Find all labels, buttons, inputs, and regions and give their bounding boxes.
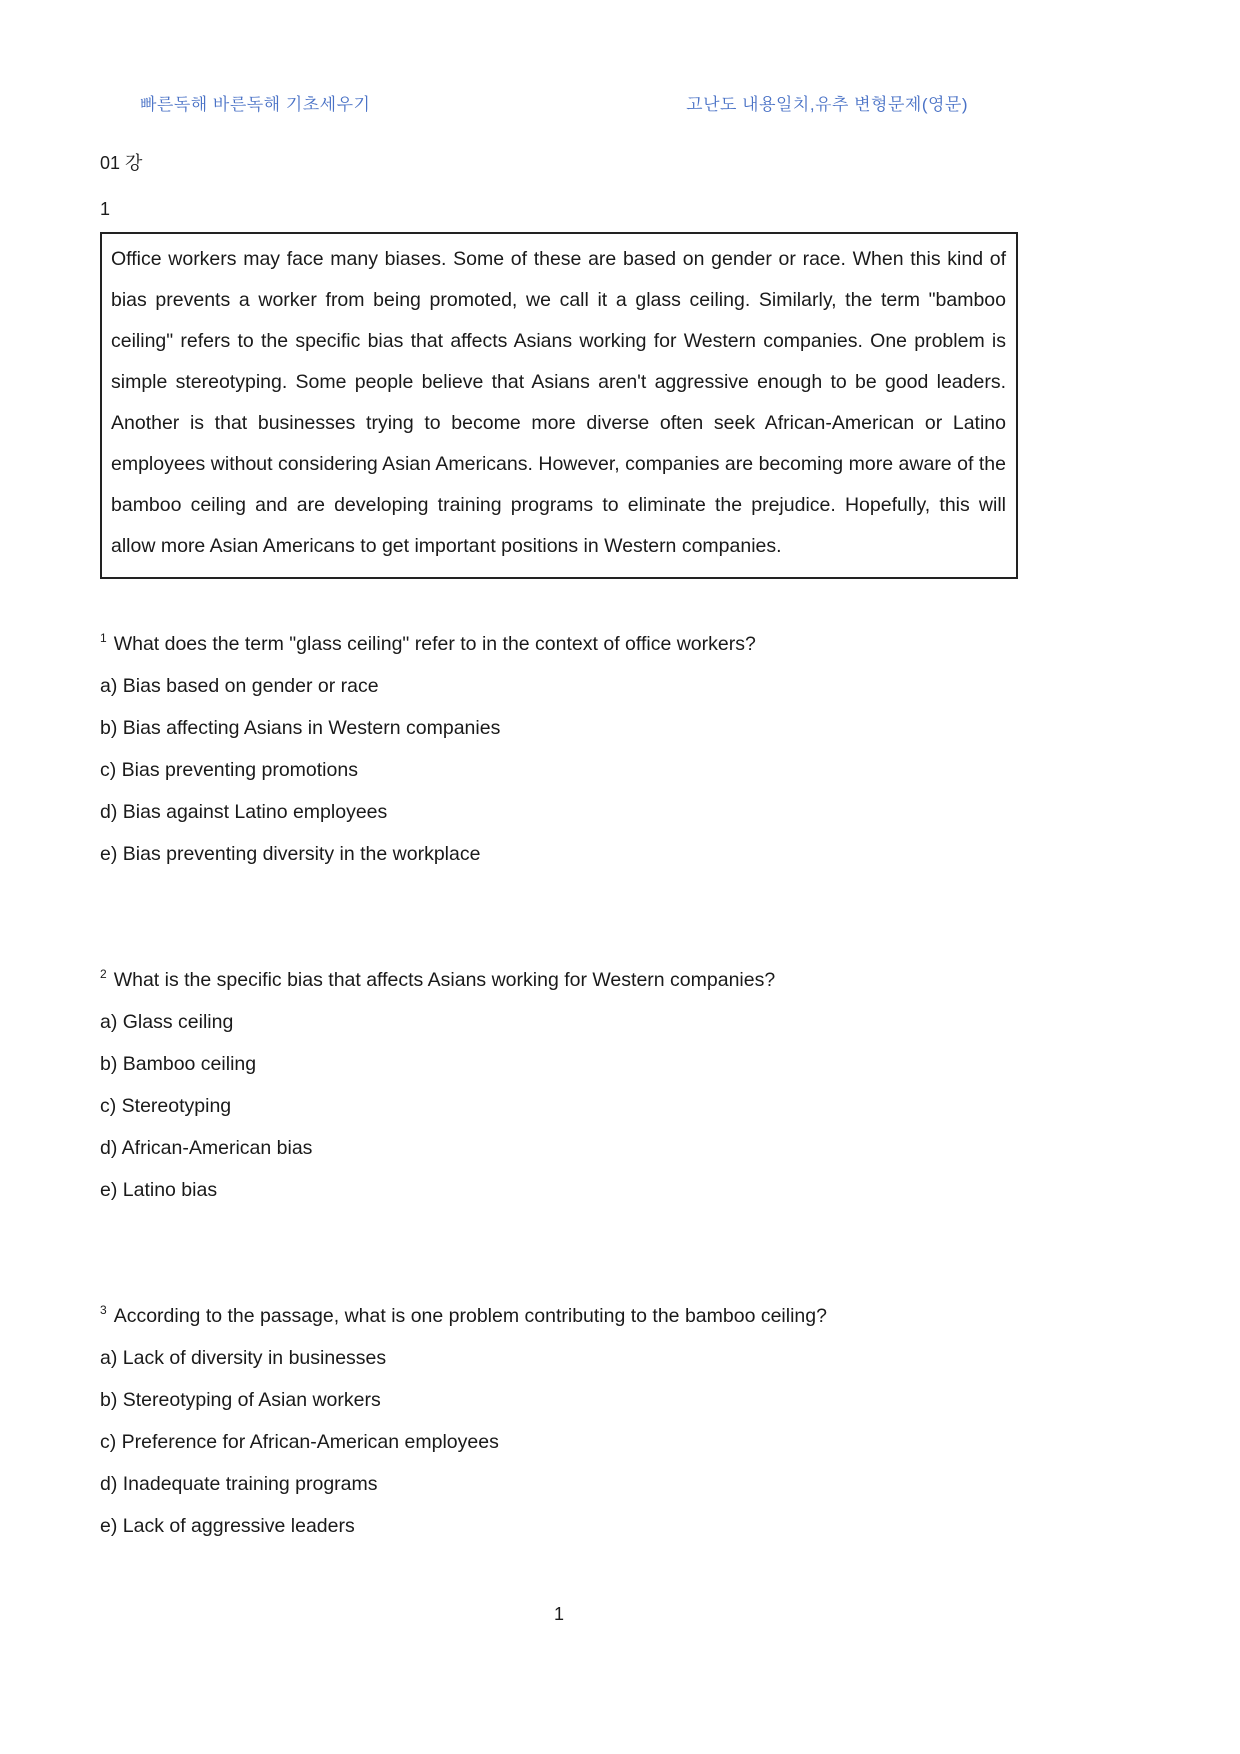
header-left-title: 빠른독해 바른독해 기초세우기 bbox=[140, 95, 371, 114]
passage-text: Office workers may face many biases. Some of these are based on gender or race. When this kind of bias prevents a worker from being promoted, we call it a glass ceiling. Similarly, the term "bamboo ceiling" refers to the specific bias that affects Asians working for Western companies. One problem is simple stereotyping. Some people believe that Asians aren't aggressive enough to be good leaders. Another is that businesses trying to become more diverse often seek African-American or Latino employees without considering Asian Americans. However, companies are becoming more aware of the bamboo ceiling and are developing training programs to eliminate the prejudice. Hopefully, this will allow more Asian Americans to get important positions in Western companies. bbox=[111, 248, 1006, 557]
option-item: d) Inadequate training programs bbox=[100, 1473, 378, 1495]
option-item: c) Preference for African-American employees bbox=[100, 1431, 499, 1453]
question-text bbox=[100, 1295, 1018, 1337]
question-number: 1 bbox=[100, 630, 107, 645]
option-item: e) Lack of aggressive leaders bbox=[100, 1515, 355, 1537]
question-text bbox=[100, 959, 1018, 1001]
option-item: b) Stereotyping of Asian workers bbox=[100, 1389, 381, 1411]
option-item: c) Bias preventing promotions bbox=[100, 759, 358, 781]
question-number: 3 bbox=[100, 1302, 107, 1317]
passage-box bbox=[100, 232, 1018, 579]
option-item: b) Bias affecting Asians in Western companies bbox=[100, 717, 501, 739]
option-item: d) Bias against Latino employees bbox=[100, 801, 388, 823]
question-block-1 bbox=[100, 623, 1018, 875]
page-header bbox=[0, 0, 1240, 115]
option-item: a) Glass ceiling bbox=[100, 1011, 234, 1033]
question-text-content: According to the passage, what is one problem contributing to the bamboo ceiling? bbox=[113, 1305, 827, 1327]
question-number: 2 bbox=[100, 966, 107, 981]
option-item: c) Stereotyping bbox=[100, 1095, 232, 1117]
option-item: b) Bamboo ceiling bbox=[100, 1053, 257, 1075]
question-block-2 bbox=[100, 959, 1018, 1211]
option-item: e) Bias preventing diversity in the workplace bbox=[100, 843, 481, 865]
lesson-heading: 01 강 bbox=[100, 153, 143, 173]
question-text-content: What does the term "glass ceiling" refer to in the context of office workers? bbox=[113, 633, 756, 655]
option-item: d) African-American bias bbox=[100, 1137, 313, 1159]
question-text bbox=[100, 623, 1018, 665]
passage-number: 1 bbox=[100, 199, 111, 219]
option-item: e) Latino bias bbox=[100, 1179, 218, 1201]
page-number: 1 bbox=[553, 1604, 564, 1624]
question-block-3 bbox=[100, 1295, 1018, 1547]
header-right-title: 고난도 내용일치,유추 변형문제(영문) bbox=[686, 95, 968, 114]
option-item: a) Lack of diversity in businesses bbox=[100, 1347, 387, 1369]
page-content bbox=[100, 149, 1018, 1547]
question-text-content: What is the specific bias that affects Asians working for Western companies? bbox=[113, 969, 776, 991]
option-item: a) Bias based on gender or race bbox=[100, 675, 379, 697]
